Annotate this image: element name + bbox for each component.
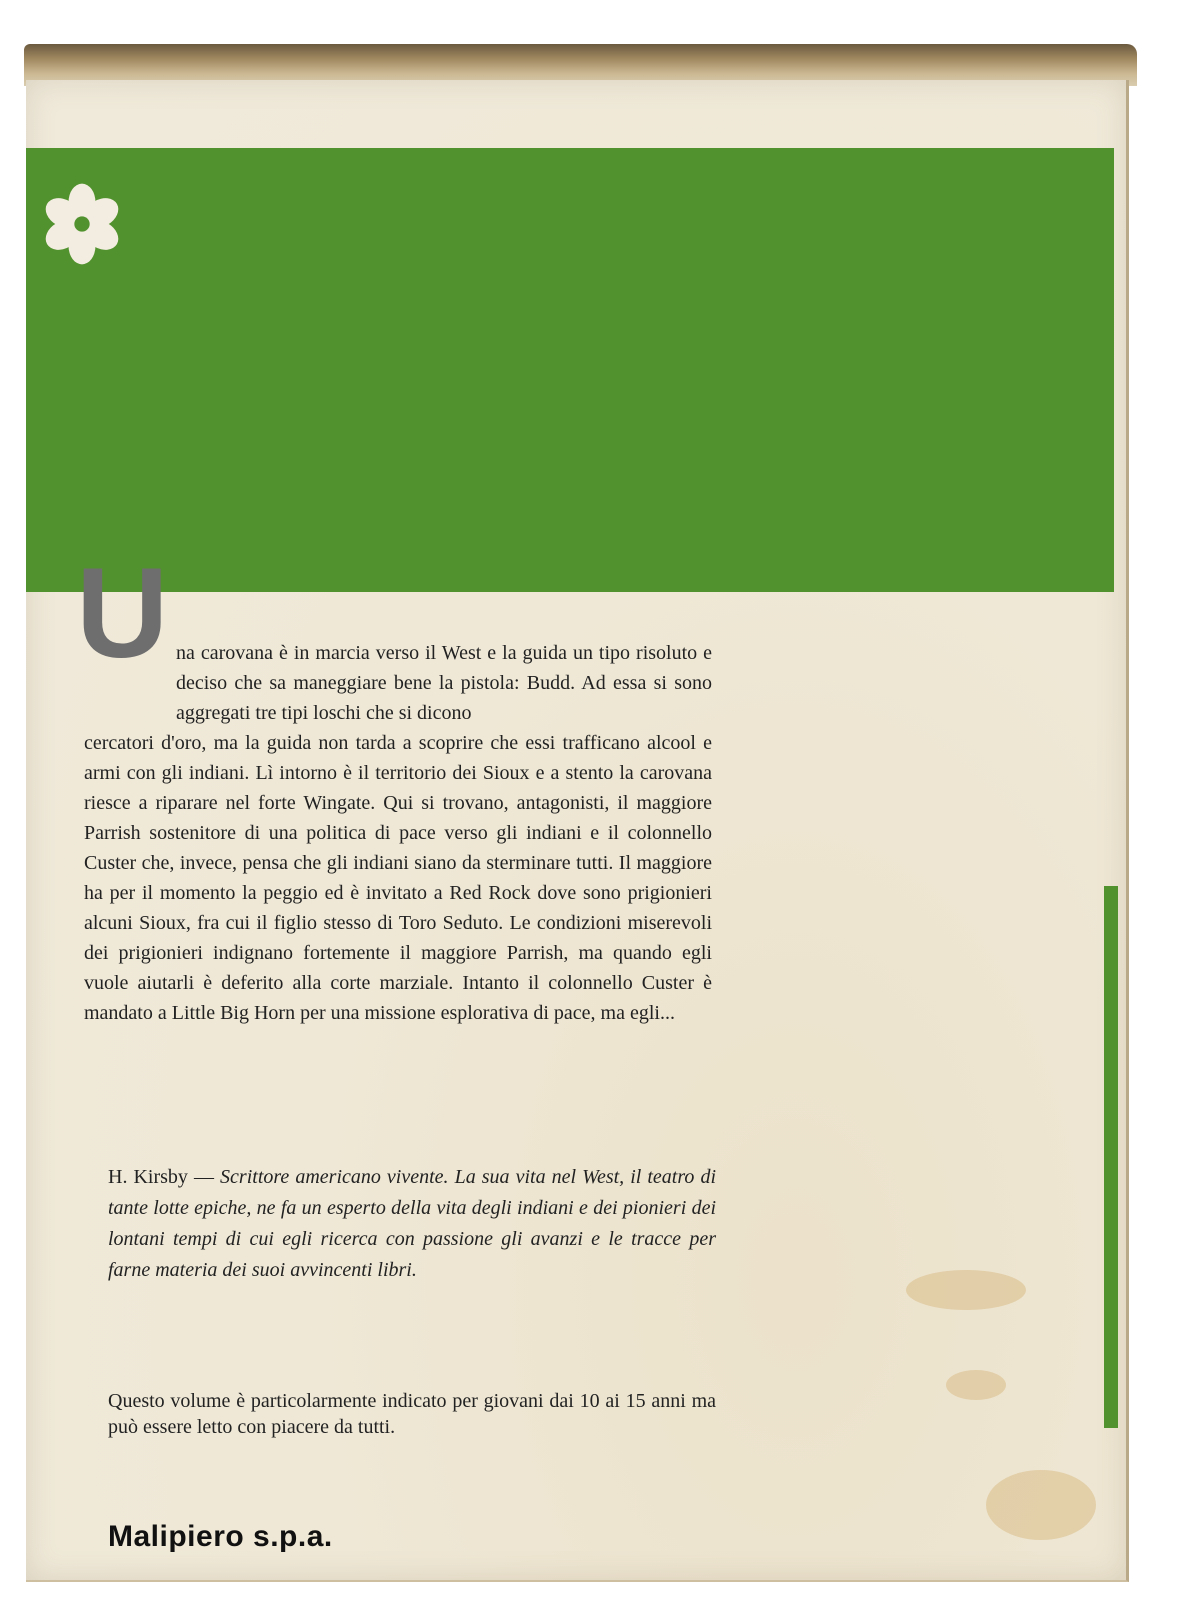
- stain: [906, 1270, 1026, 1310]
- synopsis: [84, 638, 712, 1028]
- age-note: Questo volume è particolarmente indicato per giovani dai 10 ai 15 anni ma può essere letto con piacere da tutti.: [108, 1390, 716, 1438]
- author-name: H. Kirsby —: [108, 1166, 214, 1188]
- synopsis-first-lines: na carovana è in marcia verso il West e la guida un tipo risoluto e deciso che sa maneggiare bene la pistola: Budd. Ad essa si sono aggregati tre tipi loschi che si dicono: [176, 642, 712, 724]
- publisher-name: Malipiero s.p.a.: [108, 1520, 333, 1553]
- stain: [946, 1370, 1006, 1400]
- author-blurb: [108, 1162, 716, 1286]
- synopsis-body: cercatori d'oro, ma la guida non tarda a scoprire che essi trafficano alcool e armi con gli indiani. Lì intorno è il territorio dei Sioux e a stento la carovana riesce a riparare nel forte Wingate. Qui si trovano, antagonisti, il maggiore Parrish sostenitore di una politica di pace verso gli indiani e il colonnello Custer che, invece, pensa che gli indiani siano da sterminare tutti. Il maggiore ha per il momento la peggio ed è invitato a Red Rock dove sono prigionieri alcuni Sioux, fra cui il figlio stesso di Toro Seduto. Le condizioni miserevoli dei prigionieri indignano fortemente il maggiore Parrish, ma quando egli vuole aiutarli è deferito alla corte marziale. Intanto il colonnello Custer è mandato a Little Big Horn per una missione esplorativa di pace, ma egli...: [84, 732, 712, 1024]
- drop-cap: U: [76, 542, 169, 685]
- stain: [986, 1470, 1096, 1540]
- author-bio: Scrittore americano vivente. La sua vita nel West, il teatro di tante lotte epiche, ne fa un esperto della vita degli indiani e dei pionieri dei lontani tempi di cui egli ricerca con passione gli avanzi e le tracce per farne materia dei suoi avvincenti libri.: [108, 1166, 717, 1281]
- flower-icon: [34, 176, 130, 272]
- green-side-strip: [1104, 886, 1118, 1428]
- green-band: [26, 148, 1114, 592]
- back-cover: [26, 80, 1129, 1582]
